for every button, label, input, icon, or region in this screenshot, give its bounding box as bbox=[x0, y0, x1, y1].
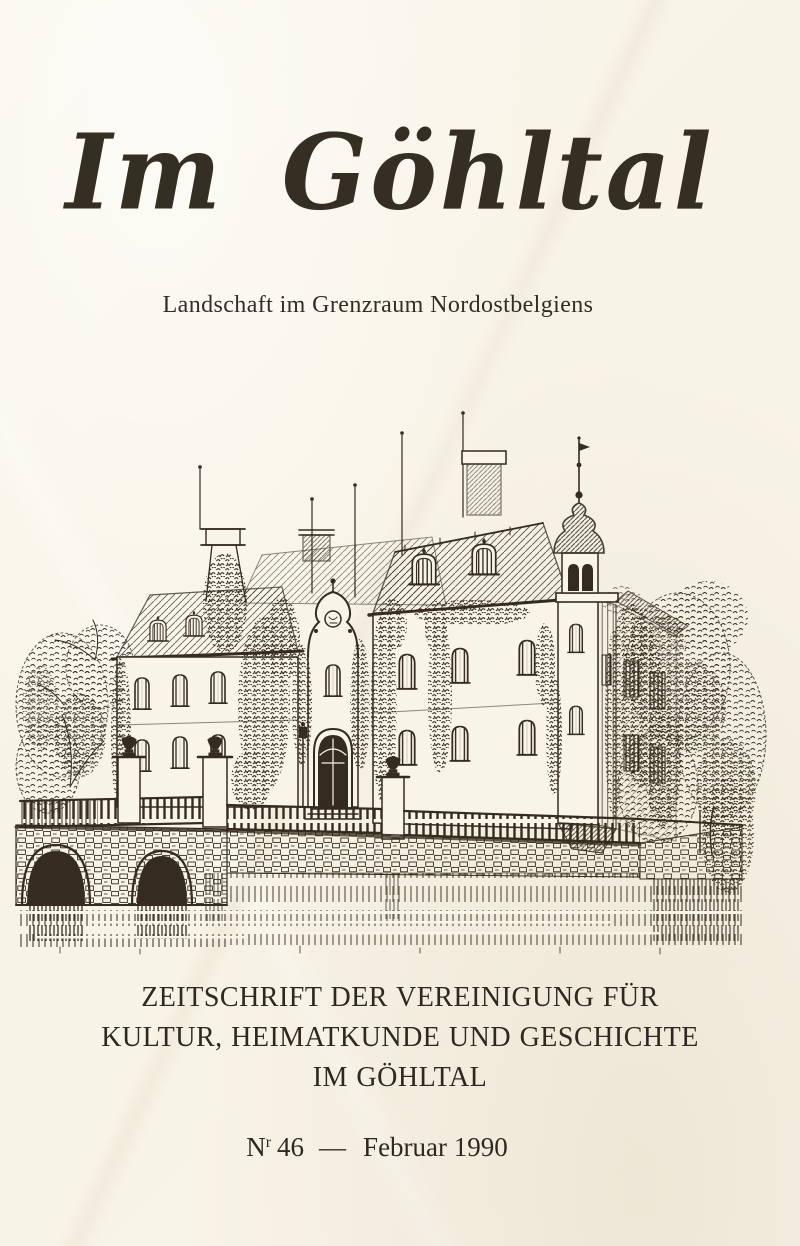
issue-number-superscript: r bbox=[265, 1134, 272, 1151]
imprint-block bbox=[0, 978, 800, 1098]
imprint-line-3: IM GÖHLTAL bbox=[312, 1062, 488, 1093]
page-title: Im Göhltal bbox=[65, 110, 715, 234]
imprint-line-1: ZEITSCHRIFT DER VEREINIGUNG FÜR bbox=[141, 982, 659, 1013]
issue-number-prefix: N bbox=[246, 1132, 266, 1162]
issue-number: 46 bbox=[277, 1132, 305, 1162]
castle-drawing-svg bbox=[0, 405, 800, 960]
issue-date: Februar 1990 bbox=[363, 1132, 508, 1162]
issue-line bbox=[0, 1132, 800, 1163]
issue-separator: — bbox=[319, 1132, 347, 1162]
imprint-line-2: KULTUR, HEIMATKUNDE UND GESCHICHTE bbox=[101, 1022, 699, 1053]
castle-illustration bbox=[0, 405, 800, 960]
masthead-subtitle: Landschaft im Grenzraum Nordostbelgiens bbox=[162, 292, 594, 318]
